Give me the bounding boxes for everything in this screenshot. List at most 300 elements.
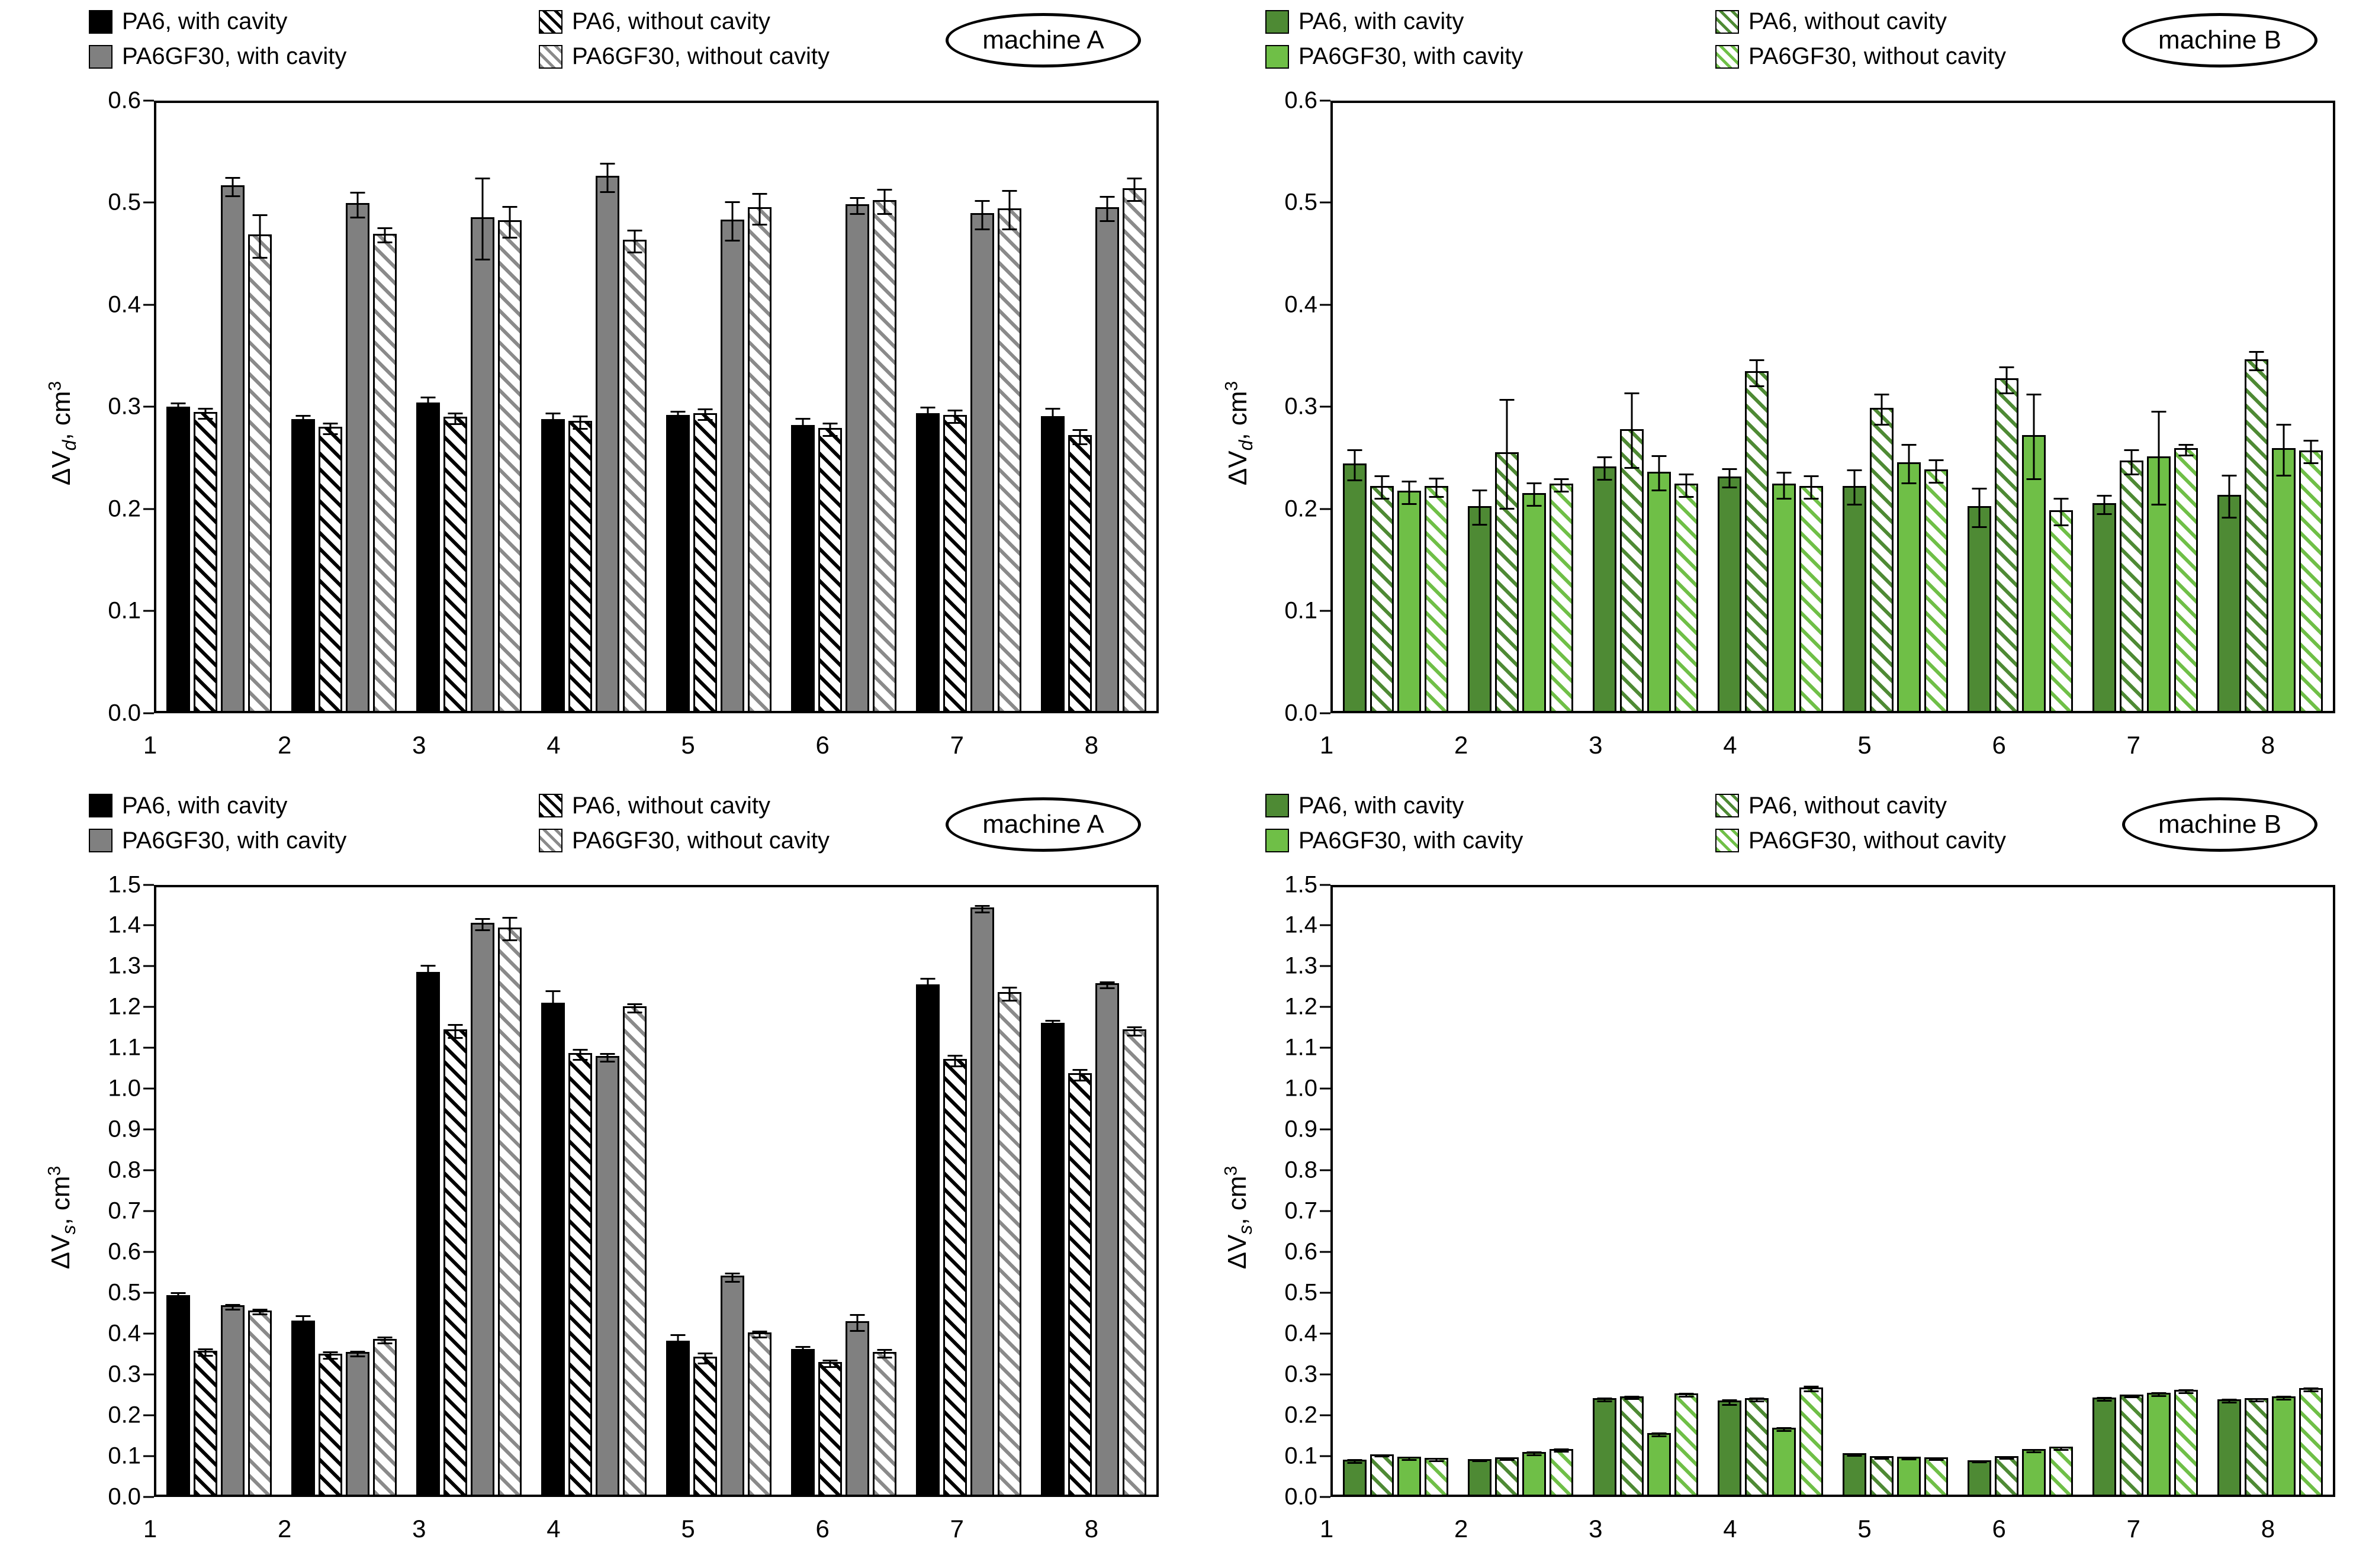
y-tick-label: 1.4 bbox=[108, 912, 141, 938]
bar bbox=[1924, 469, 1948, 710]
error-bar bbox=[579, 416, 581, 430]
error-bar bbox=[1408, 481, 1410, 505]
error-bar bbox=[552, 990, 554, 1019]
bar bbox=[221, 185, 245, 711]
chart-legend bbox=[89, 793, 1012, 854]
y-tick-label: 0.9 bbox=[1284, 1116, 1317, 1142]
y-tick-mark bbox=[143, 1496, 154, 1498]
bar-groups bbox=[156, 887, 1156, 1495]
y-tick-mark bbox=[143, 610, 154, 612]
legend-swatch-icon bbox=[1715, 10, 1739, 34]
y-tick-mark bbox=[1320, 610, 1330, 612]
chart-legend bbox=[1265, 8, 2189, 70]
y-tick-label: 1.0 bbox=[108, 1075, 141, 1102]
y-tick-mark bbox=[1320, 1088, 1330, 1090]
error-bar bbox=[1354, 449, 1355, 481]
y-tick-label: 0.3 bbox=[1284, 1361, 1317, 1387]
bar bbox=[1397, 491, 1421, 710]
bar bbox=[568, 421, 592, 710]
bar bbox=[1495, 1457, 1519, 1495]
bar-group bbox=[2208, 887, 2333, 1495]
error-bar bbox=[2061, 498, 2062, 526]
y-tick-label: 1.5 bbox=[108, 871, 141, 897]
error-bar bbox=[384, 1337, 385, 1345]
error-bar bbox=[454, 1024, 456, 1039]
legend-item bbox=[1715, 43, 2148, 70]
y-tick-mark bbox=[143, 1170, 154, 1171]
x-tick-label: 1 bbox=[143, 1515, 157, 1543]
legend-item bbox=[1715, 828, 2148, 854]
error-bar bbox=[329, 1351, 331, 1360]
bar-group bbox=[2083, 887, 2208, 1495]
bar bbox=[1041, 1023, 1065, 1495]
bar bbox=[1370, 486, 1394, 711]
bar bbox=[1425, 1458, 1448, 1495]
legend-item bbox=[1715, 8, 2148, 35]
y-tick-mark bbox=[143, 1415, 154, 1416]
legend-swatch-icon bbox=[1265, 10, 1289, 34]
bar-group bbox=[782, 887, 907, 1495]
bar bbox=[346, 203, 369, 710]
plot-wrap bbox=[1182, 89, 2335, 778]
machine-badge: machine B bbox=[2122, 13, 2317, 67]
error-bar bbox=[259, 1309, 261, 1315]
error-bar bbox=[1506, 1457, 1507, 1460]
legend-item bbox=[1265, 8, 1698, 35]
bar bbox=[2245, 359, 2268, 711]
bar bbox=[846, 1321, 869, 1495]
plot-wrap bbox=[6, 89, 1159, 778]
y-tick-label: 0.0 bbox=[1284, 700, 1317, 726]
bar bbox=[291, 419, 315, 711]
y-tick-label: 0.4 bbox=[1284, 291, 1317, 318]
legend-label: PA6GF30, with cavity bbox=[1298, 43, 1523, 69]
y-axis-label: $\Delta V_s$, $cm^3$ bbox=[1221, 1165, 1256, 1270]
y-tick-mark bbox=[1320, 100, 1330, 102]
legend-swatch-icon bbox=[539, 45, 562, 69]
legend-item bbox=[539, 43, 971, 70]
legend-item bbox=[89, 793, 521, 819]
bar bbox=[1522, 493, 1546, 711]
error-bar bbox=[1979, 1460, 1981, 1463]
y-tick-label: 1.4 bbox=[1284, 912, 1317, 938]
bar bbox=[943, 415, 967, 711]
error-bar bbox=[1052, 1020, 1054, 1029]
bar bbox=[2049, 510, 2073, 711]
y-tick-mark bbox=[143, 202, 154, 204]
legend-item bbox=[539, 8, 971, 35]
bar bbox=[1968, 1460, 1991, 1495]
error-bar bbox=[1685, 474, 1687, 498]
bar bbox=[916, 984, 940, 1495]
x-tick-label: 8 bbox=[1084, 730, 1099, 759]
bar bbox=[2299, 450, 2323, 711]
bar-group bbox=[281, 103, 406, 711]
legend-item bbox=[89, 828, 521, 854]
y-tick-mark bbox=[143, 925, 154, 926]
bar bbox=[248, 1311, 272, 1495]
bar-group bbox=[1833, 887, 1958, 1495]
error-bar bbox=[481, 918, 483, 931]
y-tick-label: 0.0 bbox=[108, 700, 141, 726]
y-tick-label: 0.1 bbox=[108, 597, 141, 624]
bar bbox=[248, 234, 272, 710]
error-bar bbox=[1908, 1457, 1910, 1460]
bar bbox=[791, 425, 815, 710]
y-axis-label: $\Delta V_d$, $cm^3$ bbox=[45, 381, 80, 486]
x-tick-label: 2 bbox=[278, 1515, 292, 1543]
bar bbox=[1550, 484, 1573, 710]
bar-group bbox=[1458, 887, 1583, 1495]
bar bbox=[2022, 1449, 2046, 1495]
bar bbox=[791, 1349, 815, 1495]
legend-label: PA6, with cavity bbox=[122, 792, 288, 819]
y-tick-mark bbox=[143, 1210, 154, 1212]
axis-area bbox=[1253, 87, 2335, 726]
bar bbox=[2245, 1398, 2268, 1495]
bar bbox=[443, 417, 467, 710]
legend-swatch-icon bbox=[1265, 829, 1289, 852]
y-tick-mark bbox=[1320, 1170, 1330, 1171]
error-bar bbox=[1756, 359, 1757, 388]
plot-area bbox=[154, 885, 1159, 1498]
error-bar bbox=[1560, 1448, 1562, 1453]
error-bar bbox=[1506, 399, 1507, 510]
bar bbox=[748, 1332, 772, 1495]
error-bar bbox=[384, 227, 385, 243]
bar bbox=[1468, 506, 1491, 711]
error-bar bbox=[857, 1314, 859, 1332]
error-bar bbox=[1658, 455, 1660, 491]
error-bar bbox=[204, 408, 206, 420]
bar-group bbox=[1958, 887, 2083, 1495]
bar bbox=[319, 1354, 342, 1495]
error-bar bbox=[1854, 469, 1856, 506]
error-bar bbox=[759, 1331, 761, 1339]
error-bar bbox=[1728, 1399, 1730, 1406]
x-ticks bbox=[1259, 731, 2335, 767]
y-tick-label: 0.5 bbox=[108, 189, 141, 215]
bar bbox=[1799, 486, 1823, 711]
error-bar bbox=[1009, 987, 1011, 1002]
error-bar bbox=[2033, 1449, 2035, 1453]
legend-item bbox=[89, 43, 521, 70]
y-tick-mark bbox=[143, 1088, 154, 1090]
x-tick-label: 6 bbox=[815, 730, 830, 759]
error-bar bbox=[1381, 475, 1383, 500]
error-bar bbox=[259, 214, 261, 259]
bar bbox=[568, 1053, 592, 1495]
bar-group bbox=[1458, 103, 1583, 711]
y-tick-label: 0.3 bbox=[108, 1361, 141, 1387]
x-tick-label: 6 bbox=[815, 1515, 830, 1543]
error-bar bbox=[1783, 1427, 1785, 1432]
error-bar bbox=[1079, 1069, 1081, 1081]
legend-label: PA6GF30, without cavity bbox=[572, 43, 830, 69]
chart-panel-top-right bbox=[1176, 0, 2353, 784]
x-tick-label: 7 bbox=[2126, 1515, 2140, 1543]
error-bar bbox=[857, 197, 859, 215]
error-bar bbox=[2256, 1398, 2258, 1402]
bar bbox=[596, 1056, 619, 1495]
bar bbox=[2217, 495, 2241, 710]
y-tick-mark bbox=[1320, 1374, 1330, 1376]
plot-area bbox=[1330, 885, 2335, 1498]
legend-label: PA6GF30, with cavity bbox=[1298, 827, 1523, 854]
y-tick-mark bbox=[1320, 1496, 1330, 1498]
bar-group bbox=[531, 103, 656, 711]
bar bbox=[666, 1341, 690, 1495]
error-bar bbox=[356, 1351, 358, 1357]
y-ticks bbox=[77, 87, 154, 726]
bar bbox=[1718, 1400, 1741, 1495]
legend-item bbox=[1265, 43, 1698, 70]
error-bar bbox=[2131, 1395, 2133, 1399]
bar bbox=[873, 1352, 896, 1495]
legend-item bbox=[1265, 828, 1698, 854]
bar-group bbox=[1333, 887, 1458, 1495]
error-bar bbox=[1435, 1458, 1437, 1462]
plot-area bbox=[154, 101, 1159, 713]
legend-label: PA6GF30, without cavity bbox=[1748, 827, 2006, 854]
y-tick-mark bbox=[143, 508, 154, 510]
error-bar bbox=[1908, 444, 1910, 484]
legend-swatch-icon bbox=[89, 45, 112, 69]
x-tick-label: 2 bbox=[1454, 730, 1468, 759]
legend-item bbox=[539, 828, 971, 854]
legend-swatch-icon bbox=[1265, 45, 1289, 69]
bar bbox=[416, 403, 440, 710]
bar-group bbox=[1708, 887, 1833, 1495]
error-bar bbox=[982, 905, 983, 913]
bar bbox=[1343, 463, 1367, 710]
x-ticks bbox=[83, 731, 1159, 767]
bar bbox=[1772, 484, 1796, 710]
bar bbox=[1897, 462, 1921, 710]
bar bbox=[2049, 1447, 2073, 1495]
y-tick-mark bbox=[1320, 304, 1330, 305]
error-bar bbox=[1881, 394, 1883, 426]
y-tick-mark bbox=[143, 1333, 154, 1335]
error-bar bbox=[677, 1334, 679, 1350]
bar bbox=[1550, 1449, 1573, 1495]
error-bar bbox=[329, 423, 331, 434]
x-tick-label: 8 bbox=[1084, 1515, 1099, 1543]
error-bar bbox=[2185, 1389, 2187, 1394]
bar-group bbox=[1583, 887, 1708, 1495]
y-tick-label: 1.1 bbox=[1284, 1034, 1317, 1061]
bar bbox=[2022, 435, 2046, 710]
bar-group bbox=[1031, 103, 1156, 711]
x-ticks bbox=[83, 1515, 1159, 1550]
y-tick-label: 1.2 bbox=[108, 993, 141, 1020]
bar bbox=[1593, 466, 1616, 710]
x-tick-label: 8 bbox=[2261, 1515, 2275, 1543]
y-tick-label: 0.6 bbox=[108, 1238, 141, 1265]
bar bbox=[998, 208, 1021, 711]
y-tick-label: 0.7 bbox=[108, 1197, 141, 1224]
legend-label: PA6, with cavity bbox=[1298, 8, 1464, 34]
bar-group bbox=[907, 887, 1031, 1495]
error-bar bbox=[1603, 1398, 1605, 1402]
error-bar bbox=[1881, 1456, 1883, 1459]
bar-group bbox=[156, 887, 281, 1495]
error-bar bbox=[954, 410, 956, 424]
error-bar bbox=[802, 418, 804, 436]
error-bar bbox=[579, 1049, 581, 1061]
bar bbox=[1095, 207, 1119, 710]
legend-swatch-icon bbox=[539, 10, 562, 34]
bar bbox=[1870, 408, 1894, 711]
bar bbox=[998, 992, 1021, 1495]
error-bar bbox=[1478, 1459, 1480, 1462]
error-bar bbox=[830, 1360, 831, 1368]
bar-group bbox=[782, 103, 907, 711]
error-bar bbox=[1783, 472, 1785, 500]
legend-swatch-icon bbox=[89, 10, 112, 34]
error-bar bbox=[634, 230, 635, 254]
y-tick-mark bbox=[143, 100, 154, 102]
bar bbox=[373, 1339, 397, 1495]
bar bbox=[471, 217, 494, 710]
error-bar bbox=[2104, 1397, 2106, 1402]
error-bar bbox=[2229, 475, 2230, 519]
error-bar bbox=[1381, 1454, 1383, 1457]
bar bbox=[1745, 371, 1769, 710]
y-tick-label: 0.1 bbox=[108, 1443, 141, 1469]
y-tick-mark bbox=[143, 1456, 154, 1457]
y-tick-label: 0.2 bbox=[1284, 1402, 1317, 1428]
bar bbox=[1772, 1428, 1796, 1495]
legend-label: PA6, without cavity bbox=[572, 8, 770, 34]
bar-group bbox=[531, 887, 656, 1495]
error-bar bbox=[982, 200, 983, 230]
y-tick-label: 0.2 bbox=[108, 1402, 141, 1428]
error-bar bbox=[884, 1349, 886, 1358]
bar bbox=[166, 1295, 190, 1495]
error-bar bbox=[1685, 1393, 1687, 1398]
y-tick-label: 0.1 bbox=[1284, 597, 1317, 624]
bar bbox=[1995, 1456, 2018, 1495]
error-bar bbox=[204, 1348, 206, 1357]
bar bbox=[1924, 1457, 1948, 1495]
error-bar bbox=[481, 178, 483, 260]
error-bar bbox=[759, 193, 761, 226]
bar bbox=[623, 240, 647, 711]
y-tick-label: 1.3 bbox=[1284, 952, 1317, 979]
legend-label: PA6, without cavity bbox=[572, 792, 770, 819]
error-bar bbox=[2131, 449, 2133, 475]
bar bbox=[2147, 1393, 2171, 1495]
y-tick-mark bbox=[1320, 1129, 1330, 1131]
bar bbox=[1843, 1453, 1866, 1495]
error-bar bbox=[2229, 1399, 2230, 1403]
x-tick-label: 4 bbox=[547, 1515, 561, 1543]
legend-label: PA6, without cavity bbox=[1748, 8, 1947, 34]
error-bar bbox=[1134, 1026, 1136, 1036]
bar bbox=[498, 928, 522, 1495]
error-bar bbox=[830, 423, 831, 437]
y-tick-label: 0.0 bbox=[1284, 1483, 1317, 1510]
error-bar bbox=[2185, 444, 2187, 456]
x-tick-label: 1 bbox=[1319, 730, 1334, 759]
y-ticks bbox=[1253, 87, 1330, 726]
x-tick-label: 6 bbox=[1992, 1515, 2006, 1543]
bar bbox=[1718, 476, 1741, 710]
x-tick-label: 1 bbox=[1319, 1515, 1334, 1543]
error-bar bbox=[802, 1346, 804, 1356]
error-bar bbox=[732, 201, 734, 242]
error-bar bbox=[232, 1304, 233, 1311]
error-bar bbox=[705, 408, 706, 420]
chart-legend bbox=[89, 8, 1012, 70]
error-bar bbox=[2283, 1396, 2285, 1400]
bar-group bbox=[1333, 103, 1458, 711]
error-bar bbox=[705, 1353, 706, 1364]
bar bbox=[2174, 448, 2198, 710]
error-bar bbox=[1478, 490, 1480, 526]
legend-swatch-icon bbox=[1715, 829, 1739, 852]
error-bar bbox=[1134, 178, 1136, 202]
error-bar bbox=[1756, 1398, 1757, 1402]
error-bar bbox=[1810, 475, 1812, 500]
bar-group bbox=[657, 887, 782, 1495]
y-tick-label: 0.4 bbox=[108, 1320, 141, 1347]
bar-group bbox=[1708, 103, 1833, 711]
y-tick-mark bbox=[143, 1374, 154, 1376]
bar bbox=[1495, 452, 1519, 710]
y-tick-mark bbox=[1320, 508, 1330, 510]
y-tick-mark bbox=[143, 884, 154, 886]
bar-group bbox=[1833, 103, 1958, 711]
bar bbox=[2299, 1388, 2323, 1495]
x-tick-label: 4 bbox=[547, 730, 561, 759]
y-tick-mark bbox=[143, 712, 154, 714]
bar-group bbox=[406, 887, 531, 1495]
error-bar bbox=[1810, 1386, 1812, 1392]
error-bar bbox=[1631, 392, 1632, 469]
machine-badge: machine B bbox=[2122, 797, 2317, 852]
x-tick-label: 4 bbox=[1723, 730, 1737, 759]
bar bbox=[291, 1321, 315, 1495]
bar bbox=[1995, 378, 2018, 710]
x-tick-label: 3 bbox=[412, 1515, 426, 1543]
y-tick-label: 0.1 bbox=[1284, 1443, 1317, 1469]
bar bbox=[1870, 1456, 1894, 1495]
legend-item bbox=[1265, 793, 1698, 819]
error-bar bbox=[1560, 478, 1562, 492]
error-bar bbox=[606, 163, 608, 193]
bar bbox=[443, 1029, 467, 1495]
y-tick-label: 0.2 bbox=[108, 495, 141, 522]
plot-area bbox=[1330, 101, 2335, 713]
y-tick-mark bbox=[1320, 965, 1330, 967]
error-bar bbox=[1658, 1432, 1660, 1437]
x-tick-label: 2 bbox=[278, 730, 292, 759]
bar bbox=[1843, 486, 1866, 711]
x-tick-label: 5 bbox=[681, 730, 695, 759]
y-tick-mark bbox=[1320, 884, 1330, 886]
y-tick-label: 0.9 bbox=[108, 1116, 141, 1142]
y-tick-label: 0.3 bbox=[1284, 393, 1317, 420]
x-tick-label: 7 bbox=[950, 1515, 964, 1543]
y-ticks bbox=[1253, 871, 1330, 1510]
bar bbox=[346, 1352, 369, 1495]
legend-item bbox=[539, 793, 971, 819]
error-bar bbox=[356, 192, 358, 218]
bar-group bbox=[907, 103, 1031, 711]
x-tick-label: 6 bbox=[1992, 730, 2006, 759]
